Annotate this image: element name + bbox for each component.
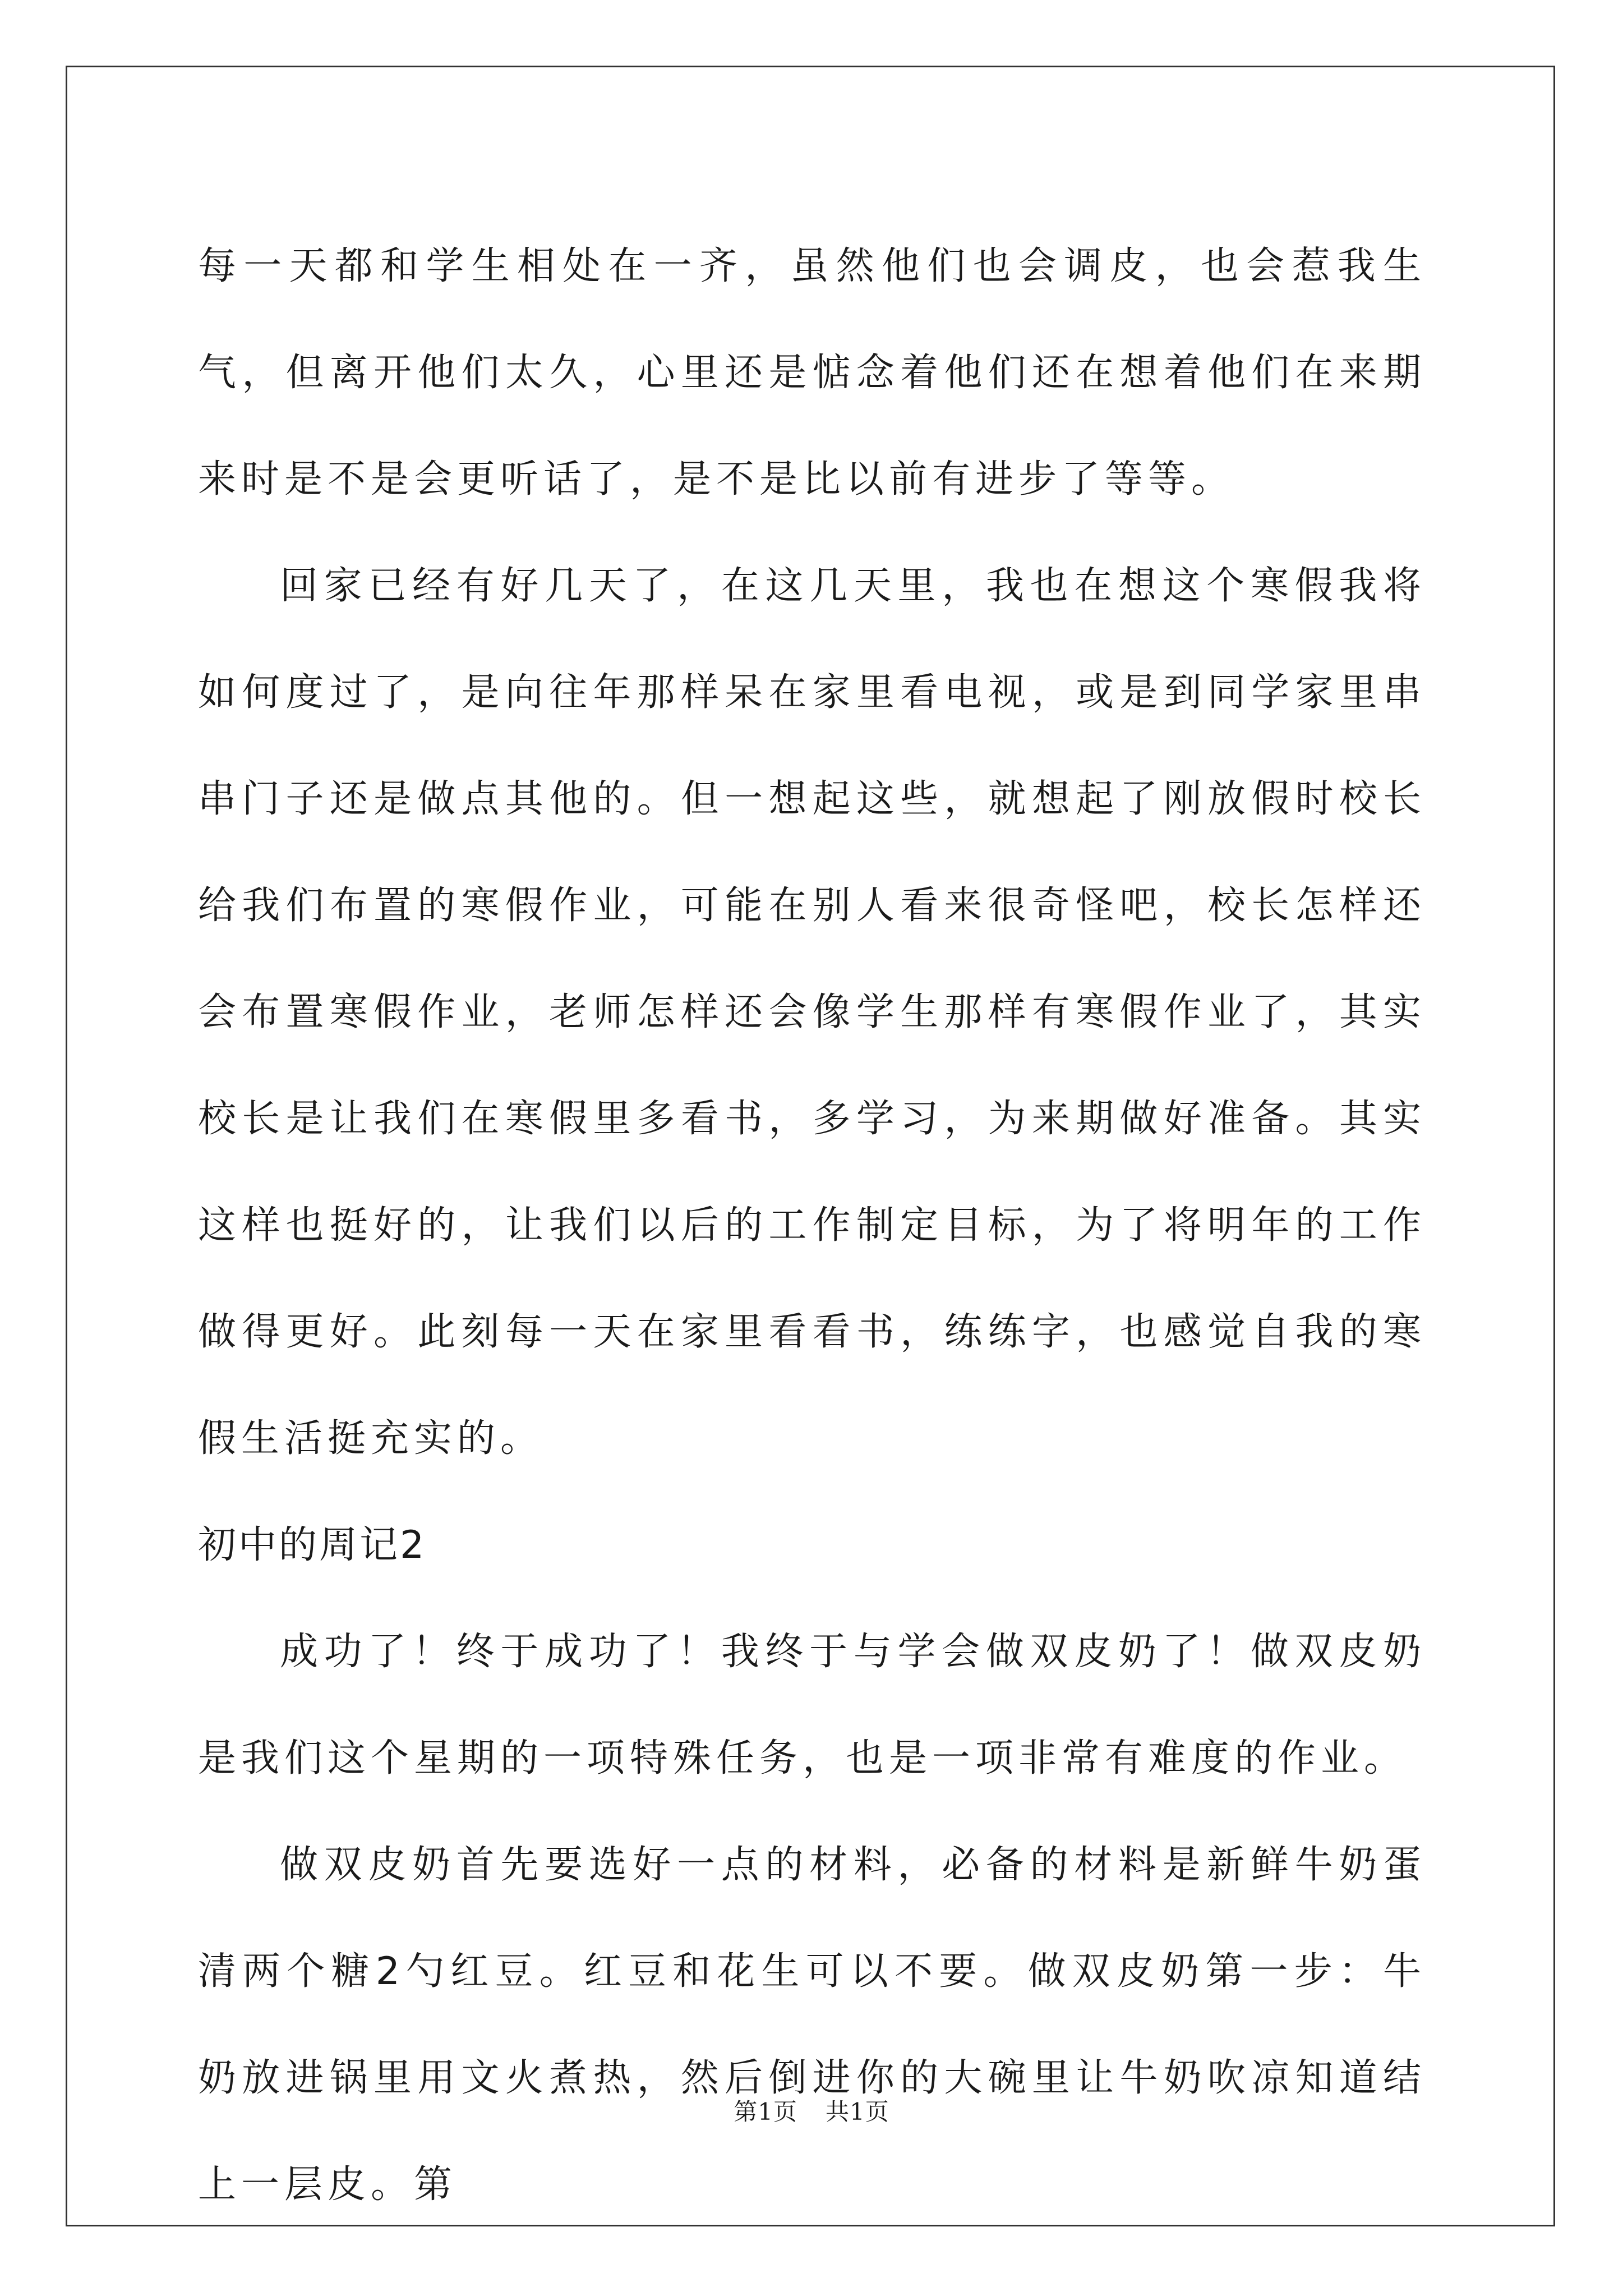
section-heading: 初中的周记2	[198, 1523, 427, 1567]
body-paragraph-3: 成功了！终于成功了！我终于与学会做双皮奶了！做双皮奶是我们这个星期的一项特殊任务，也是一项非常有难度的作业。	[198, 1630, 1426, 1780]
page-total: 共1页	[826, 2098, 889, 2125]
body-paragraph-1: 每一天都和学生相处在一齐，虽然他们也会调皮，也会惹我生气，但离开他们太久，心里还是惦念着他们还在想着他们在来期来时是不是会更听话了，是不是比以前有进步了等等。	[198, 244, 1426, 501]
body-paragraph-4: 做双皮奶首先要选好一点的材料，必备的材料是新鲜牛奶蛋清两个糖2勺红豆。红豆和花生可以不要。做双皮奶第一步：牛奶放进锅里用文火煮热，然后倒进你的大碗里让牛奶吹凉知道结上一层皮。第	[198, 1843, 1426, 2207]
page-number: 第1页	[734, 2098, 797, 2125]
document-body	[198, 213, 1426, 2238]
body-paragraph-2: 回家已经有好几天了，在这几天里，我也在想这个寒假我将如何度过了，是向往年那样呆在家里看电视，或是到同学家里串串门子还是做点其他的。但一想起这些，就想起了刚放假时校长给我们布置的寒假作业，可能在别人看来很奇怪吧，校长怎样还会布置寒假作业，老师怎样还会像学生那样有寒假作业了，其实校长是让我们在寒假里多看书，多学习，为来期做好准备。其实这样也挺好的，让我们以后的工作制定目标，为了将明年的工作做得更好。此刻每一天在家里看看书，练练字，也感觉自我的寒假生活挺充实的。	[198, 564, 1426, 1461]
page-footer	[0, 2093, 1623, 2127]
